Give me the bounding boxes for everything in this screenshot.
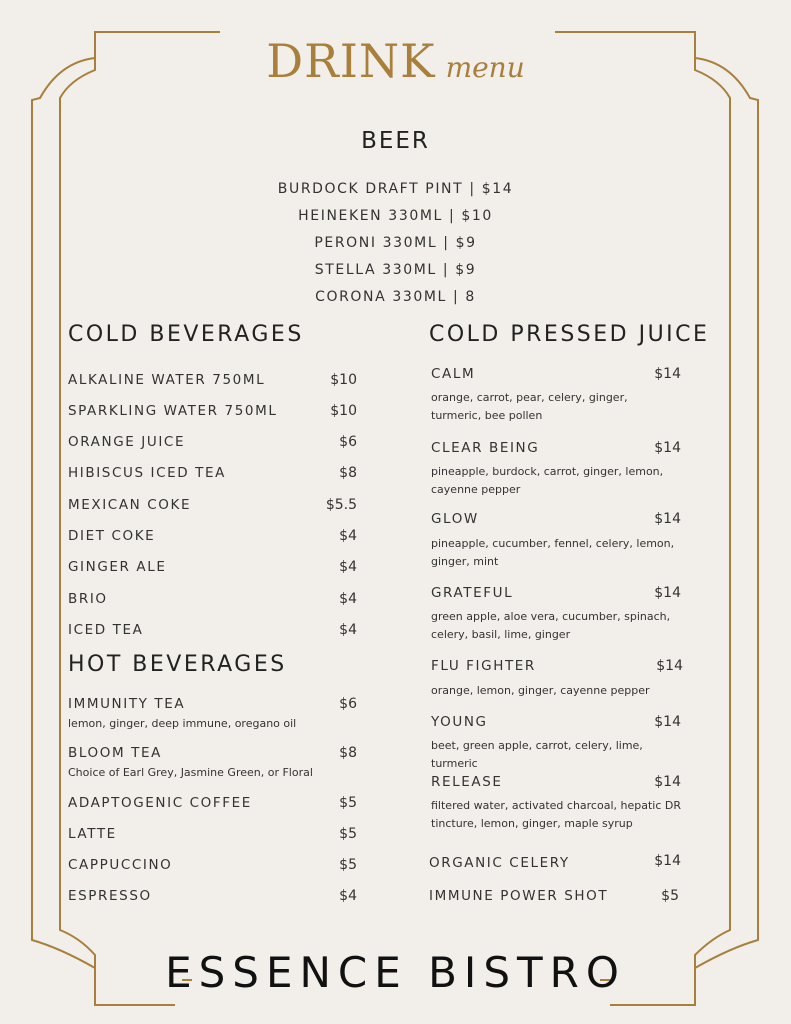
juice-item-price: $14	[654, 440, 681, 456]
hot-item-desc: lemon, ginger, deep immune, oregano oil	[68, 717, 297, 730]
cold-item-name: HIBISCUS ICED TEA	[68, 465, 226, 481]
cold-item-price: $5.5	[325, 497, 357, 513]
cold-item-price: $4	[339, 622, 357, 638]
juice-item-price: $5	[661, 888, 679, 904]
cold-item-price: $4	[339, 591, 357, 607]
hot-item-price: $5	[339, 857, 357, 873]
hot-item-price: $5	[339, 826, 357, 842]
cold-item-price: $10	[330, 372, 357, 388]
juice-item-price: $14	[656, 658, 683, 674]
hot-item-name: ADAPTOGENIC COFFEE	[68, 795, 252, 811]
cold-item-price: $4	[339, 559, 357, 575]
beer-item: CORONA 330ML | 8	[315, 289, 476, 305]
hot-item-price: $6	[339, 696, 357, 712]
cold-item-price: $10	[330, 403, 357, 419]
cold-item-name: GINGER ALE	[68, 559, 167, 575]
juice-item-desc: pineapple, burdock, carrot, ginger, lemon, cayenne pepper	[431, 465, 664, 496]
cold-item-price: $8	[339, 465, 357, 481]
juice-item-price: $14	[654, 853, 681, 869]
menu-title	[0, 34, 791, 88]
cold-pressed-juice-heading: COLD PRESSED JUICE	[429, 322, 710, 347]
cold-item-price: $6	[339, 434, 357, 450]
juice-item-desc: orange, carrot, pear, celery, ginger, turmeric, bee pollen	[431, 391, 628, 422]
juice-item-desc: green apple, aloe vera, cucumber, spinach, celery, basil, lime, ginger	[431, 610, 671, 641]
beer-list	[0, 176, 791, 311]
juice-item-price: $14	[654, 511, 681, 527]
juice-item-name: GLOW	[431, 511, 479, 527]
hot-item-name: BLOOM TEA	[68, 745, 162, 761]
juice-item-price: $14	[654, 714, 681, 730]
juice-item-name: RELEASE	[431, 774, 503, 790]
hot-item-name: LATTE	[68, 826, 117, 842]
menu-title-main: DRINK	[266, 34, 436, 88]
juice-item-price: $14	[654, 585, 681, 601]
juice-item-name: IMMUNE POWER SHOT	[429, 888, 609, 904]
hot-item-price: $5	[339, 795, 357, 811]
beer-item: HEINEKEN 330ML | $10	[298, 208, 493, 224]
cold-item-name: ICED TEA	[68, 622, 144, 638]
hot-item-name: ESPRESSO	[68, 888, 152, 904]
juice-item-name: YOUNG	[431, 714, 488, 730]
cold-item-name: ORANGE JUICE	[68, 434, 186, 450]
juice-item-name: CALM	[431, 366, 476, 382]
beer-heading: BEER	[361, 128, 430, 154]
hot-item-price: $4	[339, 888, 357, 904]
hot-item-name: IMMUNITY TEA	[68, 696, 186, 712]
cold-item-name: SPARKLING WATER 750ML	[68, 403, 278, 419]
juice-item-name: FLU FIGHTER	[431, 658, 536, 674]
cold-item-name: BRIO	[68, 591, 108, 607]
hot-beverages-heading: HOT BEVERAGES	[68, 652, 287, 677]
beer-item: STELLA 330ML | $9	[314, 262, 477, 278]
juice-item-name: GRATEFUL	[431, 585, 514, 601]
beer-item: BURDOCK DRAFT PINT | $14	[277, 181, 514, 197]
cold-beverages-heading: COLD BEVERAGES	[68, 322, 304, 347]
beer-item: PERONI 330ML | $9	[314, 235, 477, 251]
juice-item-desc: filtered water, activated charcoal, hepatic DR tincture, lemon, ginger, maple syrup	[431, 799, 681, 830]
cold-item-price: $4	[339, 528, 357, 544]
cold-item-name: DIET COKE	[68, 528, 156, 544]
juice-item-desc: beet, green apple, carrot, celery, lime, turmeric	[431, 739, 643, 770]
hot-item-name: CAPPUCCINO	[68, 857, 173, 873]
juice-item-price: $14	[654, 366, 681, 382]
cold-item-name: MEXICAN COKE	[68, 497, 192, 513]
restaurant-name: ESSENCE BISTRO	[165, 948, 626, 997]
juice-item-name: ORGANIC CELERY	[429, 855, 570, 871]
cold-item-name: ALKALINE WATER 750ML	[68, 372, 266, 388]
juice-item-price: $14	[654, 774, 681, 790]
juice-item-desc: pineapple, cucumber, fennel, celery, lemon, ginger, mint	[431, 537, 675, 568]
juice-item-desc: orange, lemon, ginger, cayenne pepper	[431, 684, 650, 697]
juice-item-name: CLEAR BEING	[431, 440, 540, 456]
menu-title-sub: menu	[445, 51, 525, 84]
hot-item-price: $8	[339, 745, 357, 761]
hot-item-desc: Choice of Earl Grey, Jasmine Green, or Floral	[68, 766, 313, 779]
